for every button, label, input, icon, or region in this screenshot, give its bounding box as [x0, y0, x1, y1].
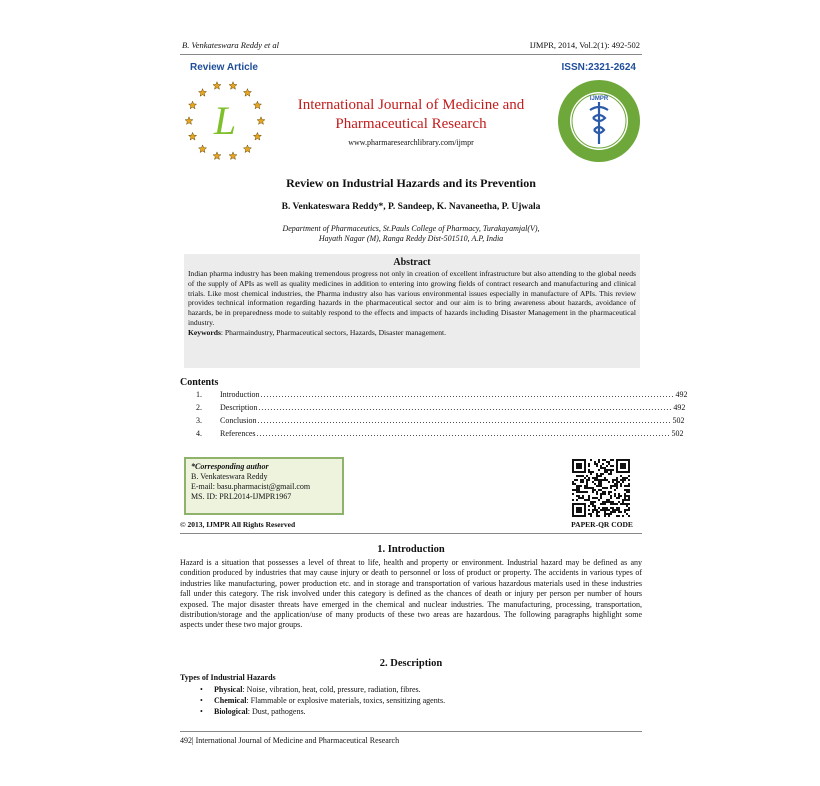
journal-seal-logo	[556, 78, 642, 164]
star-icon	[199, 89, 207, 97]
article-type-label: Review Article	[190, 62, 258, 73]
abstract-text: Indian pharma industry has been making tremendous progress not only in creation of excellent infrastructure but also attending to the global needs of the supply of APIs as well as quality medicines in addition to entering into growing fields of contract research and manufacturing and clinical trials. Like most chemical industries, the Pharma industry also has various environmental issues especially in manufacture of APIs. This review provides technical information regarding hazards in the pharmaceutical sector and our aim is to bring awareness about hazards, avoidance of hazards, be in preparedness mode to suitably respond to the effects and impacts of hazards including Disaster Management in the pharmaceutical industry. Keywords: Pharmaindustry, Pharmaceutical sectors, Hazards, Disaster management.	[188, 269, 636, 337]
star-icon	[189, 132, 197, 140]
journal-url[interactable]: www.pharmaresearchlibrary.com/ijmpr	[348, 138, 474, 147]
corresponding-author-box	[184, 457, 344, 515]
introduction-text: Hazard is a situation that possesses a level of threat to life, health and property or environment. Industrial hazard may be defined as any condition produced by industries that may cause injury or death to personnel or loss of product or property. The accidents in various types of industries like manufacturing, power production etc. and in storage and transportation of various hazardous materials used in these industries fall under this category. The risk involved under this category is defined as the chances of death or injury per person per number of hours exposed. The major disaster threats have emerged in the chemical and nuclear industries. The manufacturing, processing, transportation, distribution/storage and the application/use of many products of these two areas are hazardous. The following paragraphs highlight some aspects under these two major groups.	[180, 558, 642, 630]
star-icon	[229, 152, 237, 160]
paper-page	[176, 34, 688, 756]
description-heading: 2. Description	[379, 658, 443, 669]
article-title: Review on Industrial Hazards and its Prevention	[286, 176, 536, 190]
star-icon	[213, 152, 221, 160]
star-icon	[229, 82, 237, 90]
corresponding-author-name: B. Venkateswara Reddy	[191, 472, 268, 481]
header-rule	[180, 54, 642, 55]
qr-code-image	[572, 459, 630, 517]
toc-item[interactable]: 2. Description .......................................................................................................................................... 492	[196, 403, 686, 412]
star-icon	[189, 101, 197, 109]
list-item: • Chemical : Flammable or explosive materials, toxics, sensitizing agents.	[200, 696, 446, 705]
running-header-citation: IJMPR, 2014, Vol.2(1): 492-502	[529, 40, 640, 50]
star-icon	[199, 145, 207, 153]
abstract-box	[184, 254, 640, 368]
list-item: • Biological : Dust, pathogens.	[200, 707, 306, 716]
manuscript-id: MS. ID: PRL2014-IJMPR1967	[191, 492, 292, 501]
author-affiliation: Department of Pharmaceutics, St.Pauls College of Pharmacy, Turakayamjal(V), Hayath Nagar (M), Ranga Reddy Dist-501510, A.P, India	[282, 224, 540, 243]
toc-item[interactable]: 4. References .......................................................................................................................................... 502	[196, 429, 684, 438]
toc-item[interactable]: 1. Introduction .......................................................................................................................................... 492	[196, 390, 688, 399]
introduction-heading: 1. Introduction	[377, 544, 445, 555]
table-of-contents	[196, 390, 688, 442]
article-authors: B. Venkateswara Reddy*, P. Sandeep, K. Navaneetha, P. Ujwala	[281, 202, 541, 212]
keywords-text: : Pharmaindustry, Pharmaceutical sectors, Hazards, Disaster management.	[220, 327, 447, 337]
star-icon	[213, 82, 221, 90]
toc-item[interactable]: 3. Conclusion .......................................................................................................................................... 502	[196, 416, 685, 425]
star-icon	[243, 145, 251, 153]
footer-rule	[180, 731, 642, 732]
logo-letter: L	[213, 98, 237, 143]
corresponding-author-email[interactable]: E-mail: basu.pharmacist@gmail.com	[191, 482, 311, 491]
copyright-notice: © 2013, IJMPR All Rights Reserved	[180, 520, 296, 529]
journal-title: International Journal of Medicine and Pharmaceutical Research	[297, 97, 525, 132]
contents-title: Contents	[180, 377, 219, 388]
list-item: • Physical : Noise, vibration, heat, cold, pressure, radiation, fibres.	[200, 685, 421, 694]
abstract-title: Abstract	[393, 257, 431, 268]
star-icon	[253, 101, 261, 109]
section-rule	[180, 533, 642, 534]
star-icon	[185, 117, 193, 125]
star-icon	[257, 117, 265, 125]
star-icon	[243, 89, 251, 97]
hazard-types-list	[200, 684, 445, 717]
page-footer: 492| International Journal of Medicine and Pharmaceutical Research	[180, 736, 400, 745]
left-journal-logo	[182, 78, 268, 164]
seal-text: IJMPR	[589, 96, 609, 102]
corresponding-author-title: *Corresponding author	[191, 462, 269, 471]
hazard-types-heading: Types of Industrial Hazards	[180, 673, 276, 682]
running-header-authors: B. Venkateswara Reddy et al	[182, 40, 280, 50]
issn-label: ISSN:2321-2624	[561, 62, 636, 73]
qr-code-label: PAPER-QR CODE	[571, 520, 633, 529]
star-icon	[253, 132, 261, 140]
keywords-label: Keywords	[188, 327, 221, 337]
